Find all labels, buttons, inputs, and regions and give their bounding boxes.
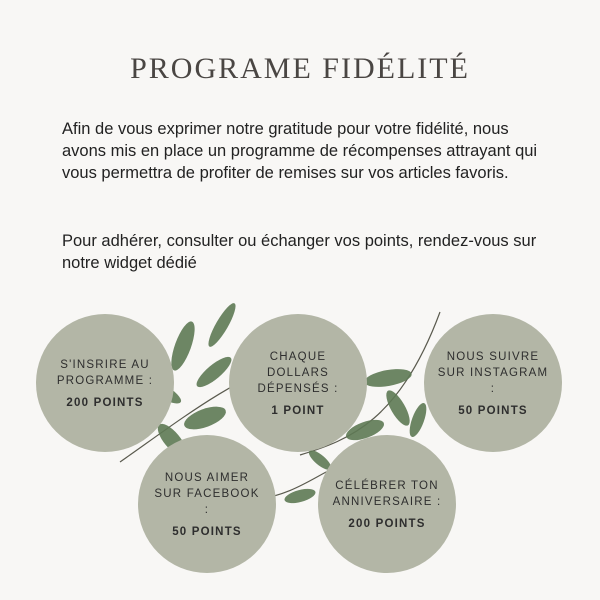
reward-circle [424, 314, 562, 452]
reward-circle [138, 435, 276, 573]
page-title: PROGRAME FIDÉLITÉ [130, 52, 470, 85]
reward-circle [318, 435, 456, 573]
reward-circle [36, 314, 174, 452]
join-paragraph: Pour adhérer, consulter ou échanger vos points, rendez-vous sur notre widget dédié [62, 232, 537, 272]
reward-points: 1 POINT [271, 405, 325, 417]
reward-label: CÉLÉBRER TON ANNIVERSAIRE : [332, 480, 442, 508]
reward-points: 50 POINTS [458, 405, 528, 417]
reward-circle [229, 314, 367, 452]
reward-label: NOUS AIMER SUR FACEBOOK : [154, 472, 260, 516]
intro-paragraph: Afin de vous exprimer notre gratitude pour votre fidélité, nous avons mis en place un programme de récompenses attrayant qui vous permettra de profiter de remises sur vos articles favoris. [62, 120, 538, 182]
reward-points: 200 POINTS [66, 397, 144, 409]
reward-label: NOUS SUIVRE SUR INSTAGRAM : [437, 351, 549, 395]
reward-label: S'INSRIRE AU PROGRAMME : [56, 359, 154, 387]
reward-points: 200 POINTS [348, 518, 426, 530]
reward-points: 50 POINTS [172, 526, 242, 538]
reward-label: CHAQUE DOLLARS DÉPENSÉS : [257, 351, 339, 395]
